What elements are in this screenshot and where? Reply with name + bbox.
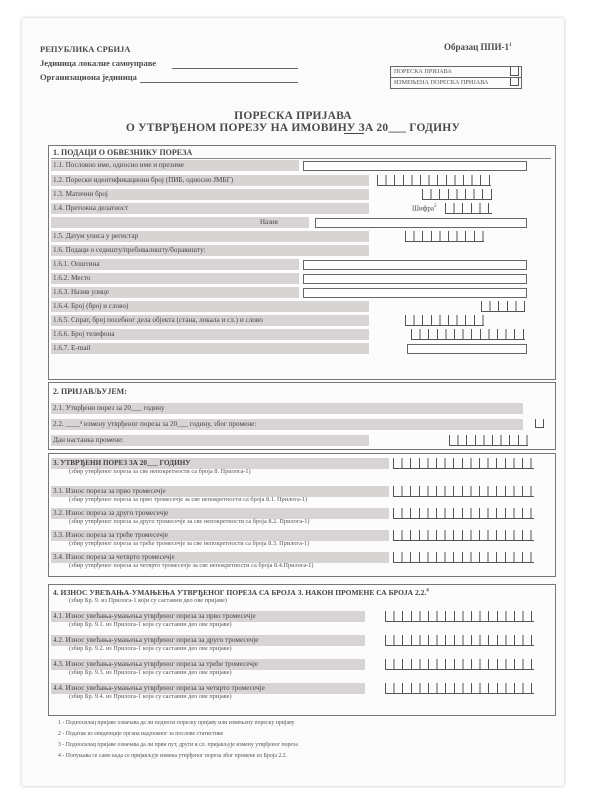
business-name-field[interactable] <box>303 161 527 171</box>
email-field[interactable] <box>407 344 527 354</box>
q3-tax-cells[interactable] <box>393 530 534 541</box>
row-2-2: 2.2. ____³ измену утврђеног пореза за 20___ годину, због промене: <box>51 419 523 430</box>
registration-number-cells[interactable] <box>422 189 492 200</box>
row-3-1: 3.1. Износ пореза за прво тромесечје <box>51 486 389 497</box>
total-tax-cells[interactable] <box>393 458 534 469</box>
change-date-cells[interactable] <box>449 435 528 446</box>
year-field[interactable] <box>344 133 364 134</box>
row-4-2: 4.2. Износ увећања-умањења утврђеног пореза за друго тромесечје <box>51 635 365 646</box>
row-4-3-sub: (збир Бр. 9.3. из Прилога-1 који су саставни део ове пријаве) <box>69 669 232 676</box>
row-4-2-sub: (збир Бр. 9.2. из Прилога-1 који су саставни део ове пријаве) <box>69 645 232 652</box>
row-4-1: 4.1. Износ увећања-умањења утврђеног пореза за прво тромесечје <box>51 611 365 622</box>
footnote-1: 1 - Подносилац пријаве означава да ли подноси пореску пријаву или измењену пореску пријаву <box>58 720 295 726</box>
place-field[interactable] <box>303 274 527 284</box>
org-unit-label: Организациона јединица <box>40 72 137 82</box>
row-4-3: 4.3. Износ увећања-умањења утврђеног пореза за треће тромесечје <box>51 659 365 670</box>
activity-name-label: Назив <box>260 218 278 226</box>
section2-title: 2. ПРИЈАВЉУЈЕМ: <box>53 387 127 396</box>
type-checkbox-original[interactable] <box>510 67 519 76</box>
section-taxpayer-data <box>48 145 556 380</box>
row-1-6-7: 1.6.7. E-mail <box>51 343 369 354</box>
floor-unit-cells[interactable] <box>405 315 484 326</box>
form-title: ПОРЕСКА ПРИЈАВА <box>234 110 352 122</box>
row-3-4: 3.4. Износ пореза за четврто тромесечје <box>51 552 389 563</box>
row-4-1-sub: (збир Бр. 9.1. из Прилога-1 који су саставни део ове пријаве) <box>69 621 232 628</box>
house-number-cells[interactable] <box>481 301 525 312</box>
row-1-6-1: 1.6.1. Општина <box>51 259 299 270</box>
row-3-3: 3.3. Износ пореза за треће тромесечје <box>51 530 389 541</box>
type-checkbox-amended[interactable] <box>510 77 519 86</box>
row-1-1: 1.1. Пословно име, односно име и презиме <box>51 160 299 171</box>
row-change-date: Дан настанка промене: <box>51 435 369 446</box>
q4-change-cells[interactable] <box>385 683 534 694</box>
municipality-field[interactable] <box>303 260 527 270</box>
row-3-3-sub: (збир утврђеног пореза за треће тромесечје за све непокретности са броја 8.3. Прилога-1) <box>69 540 310 547</box>
section4-subtitle: (збир Бр. 9. из Прилога-1 који су саставни део ове пријаве) <box>69 597 227 604</box>
row-3-4-sub: (збир утврђеног пореза за четврто тромесечје за све непокретности са броја 8.4.Прилога-1) <box>69 562 314 569</box>
row-1-6-6: 1.6.6. Број телефона <box>51 329 369 340</box>
divider <box>51 158 551 159</box>
row-1-6-4: 1.6.4. Број (број и слово) <box>51 301 369 312</box>
row-4-4: 4.4. Износ увећања-умањења утврђеног пореза за четврто тромесечје <box>51 683 365 694</box>
submission-type-box <box>390 66 522 89</box>
form-page <box>22 18 564 786</box>
row-1-5: 1.5. Датум уписа у регистар <box>51 231 369 242</box>
local-unit-label: Јединица локалне самоуправе <box>40 58 157 68</box>
type-option-original: ПОРЕСКА ПРИЈАВА <box>391 67 521 78</box>
row-1-6-5: 1.6.5. Спрат, број посебног дела објекта (стана, локала и сл.) и слово <box>51 315 369 326</box>
local-unit-field[interactable] <box>172 68 298 69</box>
section1-title: 1. ПОДАЦИ О ОБВЕЗНИКУ ПОРЕЗА <box>53 148 193 157</box>
q1-tax-cells[interactable] <box>393 486 534 497</box>
row-2-1: 2.1. Утврђени порез за 20___ годину <box>51 403 523 414</box>
section3-title: 3. УТВРЂЕНИ ПОРЕЗ ЗА 20___ ГОДИНУ <box>51 458 389 469</box>
registration-date-cells[interactable] <box>405 231 484 242</box>
row-1-6: 1.6. Подаци о седишту/пребивалишту/боравишту: <box>51 245 369 256</box>
q3-change-cells[interactable] <box>385 659 534 670</box>
street-field[interactable] <box>303 288 527 298</box>
republic-label: РЕПУБЛИКА СРБИЈА <box>40 44 131 54</box>
row-1-6-2: 1.6.2. Место <box>51 273 299 284</box>
q2-change-cells[interactable] <box>385 635 534 646</box>
row-3-2: 3.2. Износ пореза за друго тромесечје <box>51 508 389 519</box>
row-1-6-3: 1.6.3. Назив улице <box>51 287 299 298</box>
code-label: Шифра$^2$ <box>412 204 437 213</box>
section3-subtitle: (збир утврђеног пореза за све непокретности са броја 8. Прилога-1) <box>69 468 251 475</box>
row-3-1-sub: (збир утврђеног пореза за прво тромесечје за све непокретности са броја 8.1. Прилога-1) <box>69 496 308 503</box>
row-1-2: 1.2. Порески идентификациони број (ПИБ, односно ЈМБГ) <box>51 175 369 186</box>
section-assessed-tax <box>48 453 556 577</box>
activity-code-cells[interactable] <box>445 203 492 214</box>
q1-change-cells[interactable] <box>385 611 534 622</box>
form-subtitle: О УТВРЂЕНОМ ПОРЕЗУ НА ИМОВИНУ ЗА 20___ ГОДИНУ <box>125 122 461 134</box>
q4-tax-cells[interactable] <box>393 552 534 563</box>
row-1-3: 1.3. Матични број <box>51 189 369 200</box>
pib-cells[interactable] <box>377 175 491 186</box>
type-option-amended: ИЗМЕЊЕНА ПОРЕСКА ПРИЈАВА <box>394 79 489 86</box>
form-code: Образац ППИ-$1^1$ <box>444 42 512 52</box>
footnote-3: 3 - Подносилац пријаве означава да ли први пут, други и сл. пријављује измену утврђеног пореза <box>58 742 298 748</box>
row-4-4-sub: (збир Бр. 9.4. из Прилога-1 који су саставни део ове пријаве) <box>69 693 232 700</box>
phone-cells[interactable] <box>411 329 525 340</box>
row-3-2-sub: (збир утврђеног пореза за друго тромесечје за све непокретности са броја 8.2. Прилога-1) <box>69 518 310 525</box>
change-checkbox[interactable] <box>535 419 544 428</box>
footnote-2: 2 - Податак из евиденције органа надлежног за послове статистике <box>58 731 224 737</box>
footnote-4: 4 - Попуњава се само када се пријављује измена утврђеног пореза због промене из Броја 2.2. <box>58 753 288 759</box>
section-tax-change <box>48 584 556 716</box>
section-declaration <box>48 382 556 450</box>
q2-tax-cells[interactable] <box>393 508 534 519</box>
org-unit-field[interactable] <box>140 82 298 83</box>
row-1-4: 1.4. Претежна делатност <box>51 203 369 214</box>
activity-name-field[interactable] <box>315 218 527 228</box>
section4-title: 4. ИЗНОС УВЕЋАЊА-УМАЊЕЊА УТВРЂЕНОГ ПОРЕЗА СА БРОЈА 3. НАКОН ПРОМЕНЕ СА БРОЈА 2.2.$^4$ <box>53 588 429 597</box>
